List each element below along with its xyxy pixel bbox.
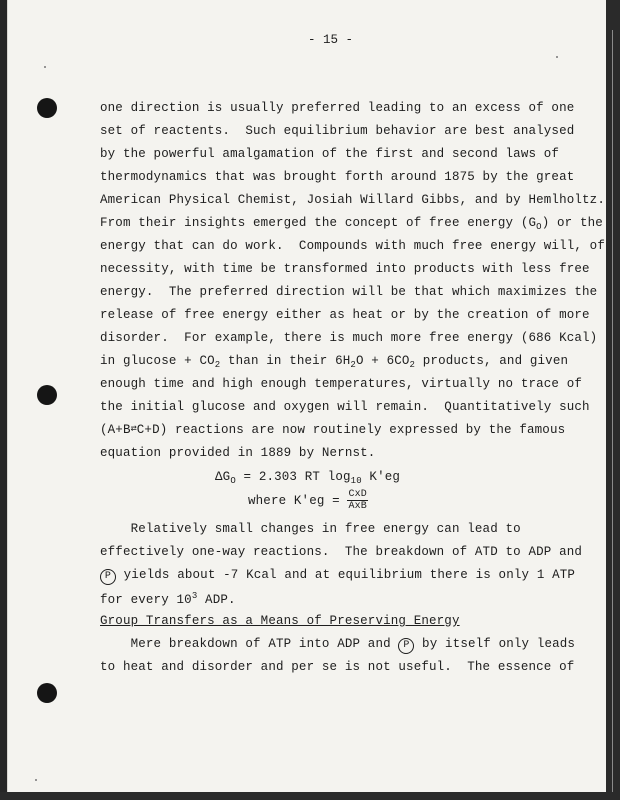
section-heading: Group Transfers as a Means of Preserving Energy — [100, 614, 460, 628]
scan-border-bottom — [0, 792, 620, 800]
text-line-phosphate: P yields about -7 Kcal and at equilibrium there is only 1 ATP — [100, 568, 575, 585]
text-line: American Physical Chemist, Josiah Willard Gibbs, and by Hemlholtz. — [100, 193, 605, 207]
equation-free-energy: $\Delta G_O = 2.303$ RT $\log_{10} K'eg$ — [215, 470, 401, 486]
text-line-glucose: in $glucose + CO_2$ than in their $6H_2O + 6CO_2$ products, and given — [100, 354, 569, 370]
text-line: thermodynamics that was brought forth around 1875 by the great — [100, 170, 575, 184]
scan-rule-line — [612, 30, 613, 800]
text-line: effectively one-way reactions. The breakdown of ATD to ADP and — [100, 545, 583, 559]
text-line: disorder. For example, there is much more free energy (686 Kcal) — [100, 331, 598, 345]
text-line-phosphate: Mere breakdown of ATP into ADP and P by itself only leads — [100, 637, 575, 654]
page-number: - 15 - — [308, 33, 354, 47]
equilibrium-arrow-icon: ⇄ — [130, 424, 137, 435]
text-line: Relatively small changes in free energy can lead to — [100, 522, 521, 536]
text-line: one direction is usually preferred leading to an excess of one — [100, 101, 575, 115]
text-line: for every $10^3$ ADP. — [100, 591, 236, 607]
binder-hole — [37, 98, 57, 118]
text-line: necessity, with time be transformed into products with less free — [100, 262, 590, 276]
text-line: the initial glucose and oxygen will remain. Quantitatively such — [100, 400, 590, 414]
text-line: energy. The preferred direction will be that which maximizes the — [100, 285, 598, 299]
paper-speck — [35, 779, 37, 781]
text-line-free-energy: From their insights emerged the concept of free energy $(G_O)$ or the — [100, 216, 603, 232]
equation-equilibrium-constant: where K'eg = $\frac{\text{CxD}}{\text{AxB}}$ — [248, 489, 367, 512]
phosphate-symbol-icon: P — [100, 569, 116, 585]
text-line-reaction: (A+B⇄C+D) reactions are now routinely expressed by the famous — [100, 423, 566, 437]
fraction: $\frac{\text{CxD}}{\text{AxB}}$ — [348, 489, 367, 512]
text-line: set of reactents. Such equilibrium behavior are best analysed — [100, 124, 575, 138]
text-line: energy that can do work. Compounds with much free energy will, of — [100, 239, 605, 253]
phosphate-symbol-icon: P — [398, 638, 414, 654]
text-line: to heat and disorder and per se is not useful. The essence of — [100, 660, 575, 674]
document-page — [7, 0, 606, 792]
text-line: equation provided in 1889 by Nernst. — [100, 446, 376, 460]
binder-hole — [37, 683, 57, 703]
text-line: enough time and high enough temperatures, virtually no trace of — [100, 377, 583, 391]
binder-hole — [37, 385, 57, 405]
text-line: by the powerful amalgamation of the first and second laws of — [100, 147, 560, 161]
text-line: release of free energy either as heat or by the creation of more — [100, 308, 590, 322]
paper-speck — [556, 56, 558, 58]
paper-speck — [44, 66, 46, 68]
